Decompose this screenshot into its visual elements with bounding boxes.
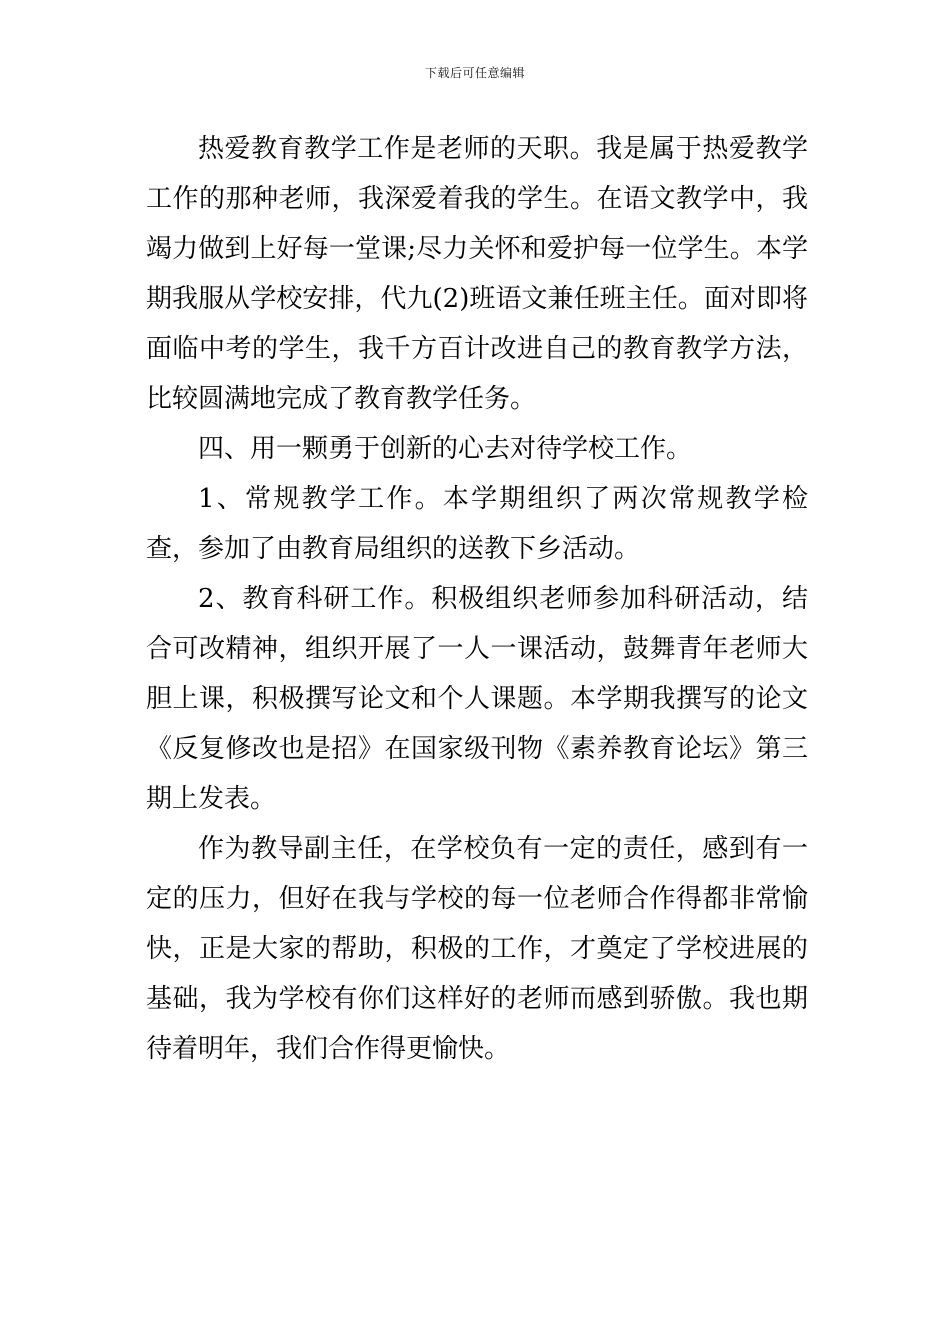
page-header: 下载后可任意编辑 <box>424 66 525 80</box>
paragraph-routine-teaching: 1、常规教学工作。本学期组织了两次常规教学检查，参加了由教育局组织的送教下乡活动。 <box>146 484 808 564</box>
paragraph-teaching: 热爱教育教学工作是老师的天职。我是属于热爱教学工作的那种老师，我深爱着我的学生。在语文教学中，我竭力做到上好每一堂课;尽力关怀和爱护每一位学生。本学期我服从学校安排，代九(2)班语文兼任班主任。面对即将面临中考的学生，我千方百计改进自己的教育教学方法，比较圆满地完成了教育教学任务。 <box>146 134 808 414</box>
paragraph-research: 2、教育科研工作。积极组织老师参加科研活动，结合可改精神，组织开展了一人一课活动，鼓舞青年老师大胆上课，积极撰写论文和个人课题。本学期我撰写的论文《反复修改也是招》在国家级刊物《素养教育论坛》第三期上发表。 <box>146 584 808 814</box>
section-heading-four: 四、用一颗勇于创新的心去对待学校工作。 <box>198 434 693 464</box>
paragraph-closing: 作为教导副主任，在学校负有一定的责任，感到有一定的压力，但好在我与学校的每一位老师合作得都非常愉快，正是大家的帮助，积极的工作，才奠定了学校进展的基础，我为学校有你们这样好的老师而感到骄傲。我也期待着明年，我们合作得更愉快。 <box>146 834 808 1064</box>
document-body <box>146 124 808 1074</box>
